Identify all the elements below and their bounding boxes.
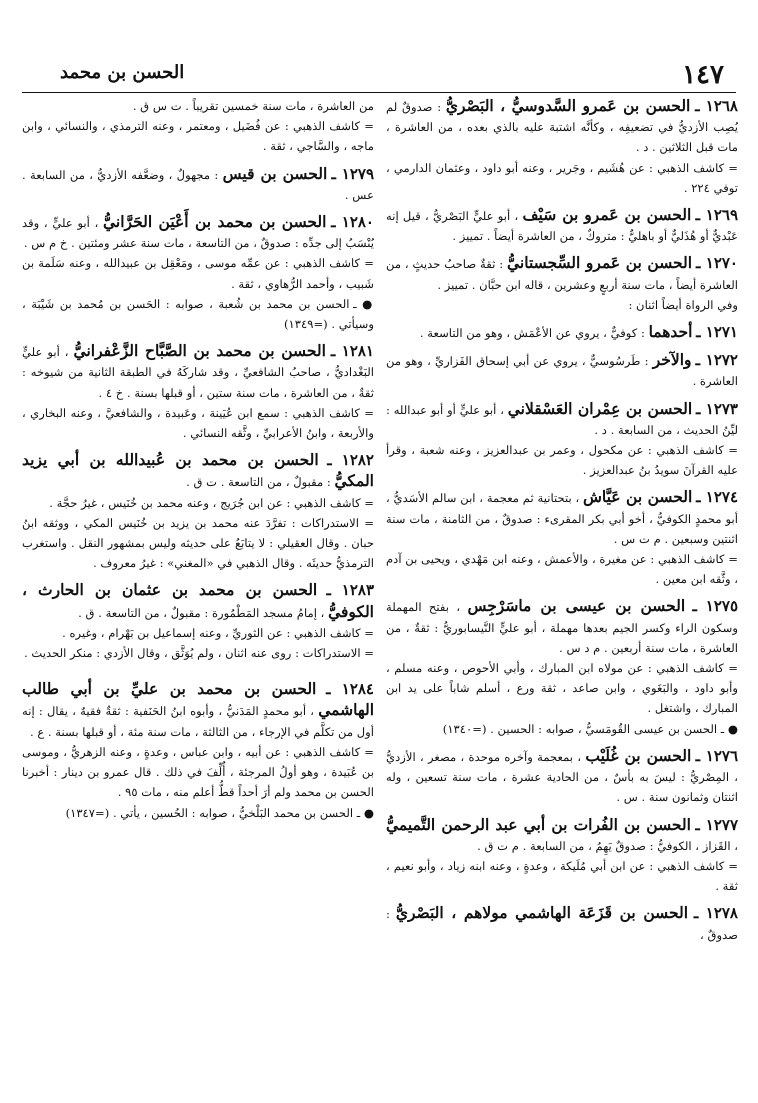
entry-number: ١٢٨٠ ـ	[331, 213, 374, 232]
entry-number: ١٢٧٩ ـ	[331, 164, 374, 183]
entry-text: = الاستدراكات : تفرَّدَ عنه محمد بن يزيد بن خُنَيس المكي ، ووثقه ابنُ حبان . وقال العقيلي : لا يتابَعُ على حديثه وليس بمشهور النقل . واستغرب الترمذيُّ حديثَه . وقال الذهبي في «المغني» : غيرُ معروف .	[22, 515, 374, 571]
entry	[386, 487, 738, 589]
entry-line	[22, 341, 374, 403]
entry-name: الحسن بن غُلَيْب	[585, 745, 692, 765]
entry-name: الحسن بن محمد بن عُبيدالله بن أبي يزيد المكيُّ	[22, 450, 374, 491]
entry-text: ، بمعجمة وآخره موحدة ، مصغر ، الأزديُّ ، المِصْريُّ : ليسَ به بأسٌ ، من الحادية عشرة ، مات سنة تسعين ، وله اثنتان وثمانون سنة . س .	[386, 749, 738, 805]
entry-text: ـ الحسن بن محمد البَلْخيُّ ، صوابه : الحُسين ، يأتي . (=١٣٤٧)	[65, 805, 361, 820]
entry-text: ، القَزاز ، الكوفيُّ : صدوقٌ يَهِمُ ، من السابعة . م ت ق .	[477, 838, 738, 853]
entry-line	[22, 116, 374, 156]
entry-line	[22, 580, 374, 622]
entry-number: ١٢٦٨ ـ	[695, 97, 738, 115]
entry-name: الحسن بن عيسى بن ماسَرْجِس	[467, 596, 686, 616]
entry-text: ـ الحسن بن عيسى القُومَسيُّ ، صوابه : الحسين . (=١٣٤٠)	[442, 721, 725, 736]
entry-line	[22, 623, 374, 643]
entry-number: ١٢٨٢ ـ	[327, 451, 374, 470]
entry-line	[22, 513, 374, 574]
entry-text: ، أبو عليٍّ أو أبو عبدالله : ليِّنُ الحديث ، من السابعة . د .	[386, 402, 738, 437]
running-title: الحسن بن محمد	[60, 62, 185, 83]
entry	[22, 164, 374, 205]
entry	[22, 580, 374, 663]
entry-line	[386, 350, 738, 391]
entry-line	[386, 719, 738, 739]
entry-number: ١٢٨٣ ـ	[326, 581, 374, 600]
entry-name: الحسن بن عَمرو السَّدوسيُّ ، البَصْريُّ	[445, 96, 691, 115]
entry-line	[386, 856, 738, 896]
entry-line	[22, 253, 374, 293]
entry-number: ١٢٧٠ ـ	[695, 254, 738, 273]
entry-name: الحسن بن عَيَّاش	[582, 487, 693, 507]
entry	[386, 399, 738, 481]
entry	[386, 96, 738, 198]
entry-line	[22, 212, 374, 253]
entry-number: ١٢٧٣ ـ	[696, 399, 738, 418]
entry-text: = كاشف الذهبي : سمع ابن عُيَينة ، وعَبيدة ، والشافعيَّ ، وعنه البخاري ، والأربعة ، وابنُ الأعرابيِّ ، وثَّقه النسائي .	[22, 405, 374, 441]
entry-line	[386, 903, 738, 944]
entry-number: ١٢٧٤ ـ	[696, 488, 738, 507]
entry	[386, 903, 738, 944]
entry-text: من العاشرة ، مات سنة خمسين تقريباً . ت س ق .	[132, 99, 374, 113]
entry-number: ١٢٨٤ ـ	[326, 680, 374, 699]
entry-line	[386, 205, 738, 246]
page-header	[22, 58, 736, 93]
entry-name: الحسن بن عَمرو بن سَيْف	[522, 205, 692, 225]
entry-line	[386, 96, 738, 158]
entry	[386, 596, 738, 738]
entry-text: ، إمامُ مسجد المَطْمُورة : مقبولٌ ، من التاسعة . ق .	[78, 605, 325, 620]
entry-text: : مجهولٌ ، وضعَّفه الأزديُّ ، من السابعة . عس .	[22, 167, 374, 202]
entry-number: ١٢٦٩ ـ	[695, 206, 738, 225]
entry-text: ، أبو عليٍّ البَصْريُّ ، قيل إنه عَبْديٌّ أو هُذَليٌّ أو باهليٌّ : متروكٌ ، من العاشرة أيضاً . تمييز .	[386, 209, 738, 244]
entry-text: ، بفتح المهملة وسكون الراء وكسر الجيم بعدها مهملة ، أبو عليٍّ النَّيسابوريُّ : ثقةٌ ، من العاشرة ، مات سنة أربعين . م د س .	[386, 600, 738, 655]
entry	[22, 96, 374, 157]
entry-number: ١٢٧٢ ـ	[695, 351, 738, 370]
entry-line	[386, 815, 738, 856]
entry-name: الحسن بن محمد بن عثمان بن الحارث ، الكوفيُّ	[22, 580, 374, 621]
left-column	[22, 96, 374, 1089]
text-columns	[22, 96, 738, 1089]
entry-text: = كاشف الذهبي : عن ابن أبي مُلَيكة ، وعدةٍ ، وعنه ابنه زياد ، وأبو نعيم ، ثقة .	[386, 858, 738, 894]
entry-name: أحدهما	[648, 322, 693, 342]
entry-line	[386, 295, 738, 315]
entry-text: = كاشف الذهبي : عن ابن جُرَيج ، وعنه محمد بن خُنَيس ، غيرُ حجَّة .	[49, 495, 374, 510]
bullet-mark: ●	[727, 721, 738, 736]
entry-line	[22, 96, 374, 116]
entry	[386, 322, 738, 343]
entry-line	[386, 746, 738, 808]
entry-text: ، أبو محمدٍ المَدَنيُّ ، وأبوه ابنُ الحَنَفية : ثقةٌ فقيهٌ ، يقال : إنه أول من تكلَّم في الإرجاء ، من الثالثة ، مات سنة مئة ، أو قبلها بسنة . ع .	[22, 704, 374, 739]
entry-text: ـ الحسن بن محمد بن شُعبة ، صوابه : الحَسن بن مُحمد بن شَيْبَة ، وسيأتي . (=١٣٤٩)	[22, 296, 374, 332]
entry-text: = كاشف الذهبي : عن مغيرة ، والأعمش ، وعنه ابن مَهْدي ، ويحيى بن آدم ، وثَّقه ابن معين .	[386, 552, 738, 587]
entry-name: الحسن بن قَزَعَة الهاشمي مولاهم ، البَصْريُّ	[395, 903, 689, 923]
entry-number: ١٢٨١ ـ	[330, 342, 374, 361]
entry-line	[22, 679, 374, 742]
entry-number: ١٢٧٦ ـ	[695, 746, 738, 765]
entry	[386, 253, 738, 315]
entry-text: = كاشف الذهبي : عن هُشَيم ، وجَرير ، وعنه أبو داود ، وعثمان الدارمي ، توفي ٢٢٤ .	[386, 160, 738, 195]
entry-line	[386, 596, 738, 658]
entry	[386, 205, 738, 246]
bullet-mark: ●	[362, 296, 374, 311]
entry-name: والآخر	[652, 350, 692, 370]
entry-text: وفي الرواة أيضاً اثنان :	[628, 297, 738, 312]
entry	[22, 450, 374, 573]
entry	[22, 679, 374, 822]
entry-name: الحسن بن قيس	[222, 163, 328, 183]
entry-number: ١٢٧١ ـ	[696, 323, 738, 342]
entry-text: ، أبو عليٍّ البَغْداديُّ ، صاحبُ الشافعيِّ ، وقد شاركَهُ في الطبقة الثانية من شيوخه : ثقةٌ ، من العاشرة ، مات سنة ستين ، أو قبلها بسنة . خ ٤ .	[22, 345, 374, 400]
entry-text: : كوفيٌّ ، يروي عن الأعْمَش ، وهو من التاسعة .	[419, 326, 645, 341]
entry-line	[22, 403, 374, 443]
entry-text: ، أبو عليٍّ ، وقد يُنْسَبُ إلى جدِّه : صدوقٌ ، من التاسعة ، مات سنة عشر ومئتين . خ م س .	[22, 216, 374, 251]
entry-line	[386, 399, 738, 440]
page-number: ١٤٧	[682, 60, 724, 90]
entry-line	[386, 253, 738, 294]
entry-text: ، بتحتانية ثم معجمة ، ابن سالم الأسَديُّ ، أبو محمدٍ الكوفيُّ ، أخو أبي بكر المقرىء : صدوقٌ ، من الثامنة ، مات سنة اثنتين وسبعين . م ت س .	[386, 491, 738, 546]
entry	[22, 341, 374, 443]
entry-name: الحسن بن محمد بن أَعْيَن الحَرَّانيُّ	[103, 212, 327, 232]
entry-text: : طَرسُوسيٌّ ، يروي عن أبي إسحاق الفَزاريِّ ، وهو من العاشرة .	[386, 354, 738, 389]
entry-line	[386, 549, 738, 589]
entry-text: = كاشف الذهبي : عن عمِّه موسى ، ومَعْقِل بن عبيدالله ، وعنه سَلَمة بن شَبيب ، وأحمد الرُّهاوي ، ثقة .	[22, 256, 374, 291]
entry-line	[386, 487, 738, 549]
entry-name: الحسن بن عِمْران العَسْقلاني	[507, 398, 693, 418]
entry-line	[22, 643, 374, 663]
entry-text: = الاستدراكات : روى عنه اثنان ، ولم يُوَثَّق ، وقال الأزدي : منكر الحديث .	[24, 646, 374, 661]
entry-name: الحسن بن عَمرو السِّجستانيُّ	[507, 253, 693, 273]
entry-number: ١٢٧٧ ـ	[695, 815, 738, 834]
entry-text: = كاشف الذهبي : عن الثوريِّ ، وعنه إسماعيل بن بَهْرام ، وغيره .	[62, 625, 374, 640]
entry-line	[386, 440, 738, 480]
entry-text: = كاشف الذهبي : عن فُضَيل ، ومعتمر ، وعنه الترمذي ، والنسائي ، وابن ماجه ، والسَّاجي ، ثقة .	[22, 119, 374, 154]
entry-text: = كاشف الذهبي : عن مولاه ابن المبارك ، وأبي الأحوص ، وعنه مسلم ، وأبو داود ، والبَغَوي ، وابن صاعد ، ثقة ورع ، أسلم شاباً على يد ابن المبارك ، واشتغل .	[386, 661, 738, 716]
entry-line	[22, 803, 374, 823]
entry	[22, 212, 374, 334]
entry-line	[22, 493, 374, 513]
entry-line	[386, 658, 738, 719]
entry-name: الحسن بن محمد بن الصَّبَّاح الزَّعْفرانيُّ	[73, 341, 326, 361]
entry-line	[22, 742, 374, 803]
entry	[386, 746, 738, 808]
entry-line	[22, 164, 374, 205]
right-column	[386, 96, 738, 1089]
bullet-mark: ●	[363, 805, 374, 820]
entry-line	[386, 158, 738, 198]
entry-text: : صدوقٌ ،	[386, 907, 738, 942]
entry	[386, 350, 738, 391]
entry-number: ١٢٧٥ ـ	[692, 597, 738, 616]
entry-text: = كاشف الذهبي : عن مكحول ، وعمر بن عبدالعزيز ، وعنه شعبة ، وقرأ عليه القرآنَ سويدُ بنُ عبدالعزيز .	[386, 443, 738, 478]
entry-text: = كاشف الذهبي : عن أبيه ، وابن عباس ، وعدةٍ ، وعنه الزهريُّ ، وموسى بن عُبَيدة ، وهو أولُ المرجئة ، أُلِّفَ في ذلك . قال عمرو بن دينار : أخبرنا الحسن بن محمد ولم أرَ أحداً قطُّ أعلم منه ، مات ٩٥ .	[22, 744, 374, 800]
entry	[386, 815, 738, 897]
entry-name: الحسن بن محمد بن عليِّ بن أبي طالب الهاشمي	[22, 679, 374, 720]
entry-text: : ثقةٌ صاحبُ حديثٍ ، من العاشرة أيضاً ، مات سنة أربعٍ وعشرين ، قاله ابن حبَّان . تمييز .	[386, 257, 738, 292]
entry-number: ١٢٧٨ ـ	[693, 904, 738, 923]
entry-text: : مقبولٌ ، من التاسعة . ت ق .	[186, 475, 331, 490]
entry-line	[22, 294, 374, 334]
entry-name: الحسن بن الفُرات بن أبي عبد الرحمن التَّميميُّ	[386, 814, 691, 834]
entry-line	[22, 450, 374, 492]
entry-text: : صدوقٌ لم يُصِب الأزديُّ في تضعيفِه ، وكأنَّه اشتبهَ عليه بالذي بعده ، من العاشرة ، مات قبل الثلاثين . د .	[386, 100, 738, 155]
entry-line	[386, 322, 738, 343]
